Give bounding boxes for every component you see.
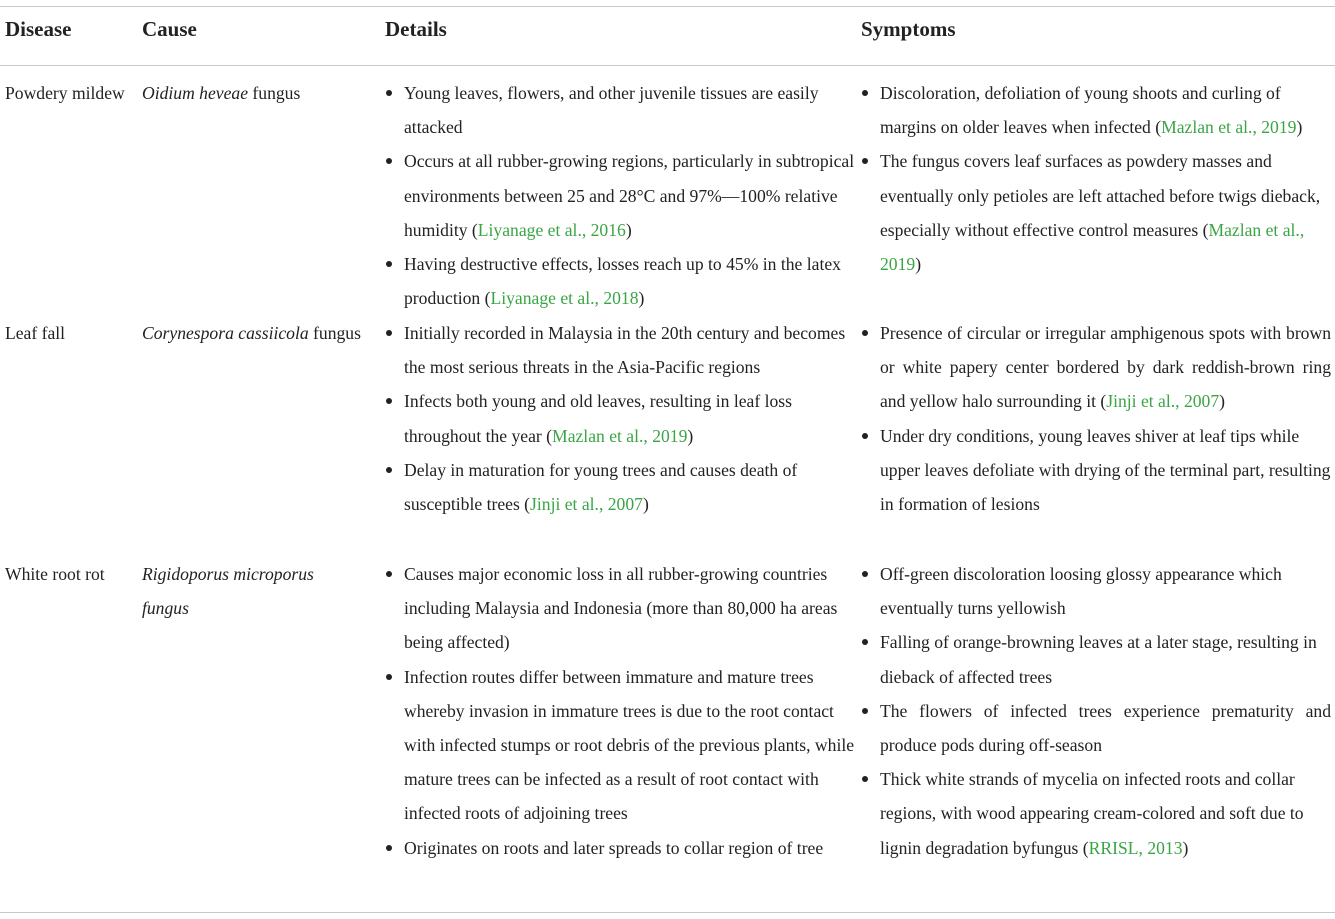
bullet-icon xyxy=(386,398,392,404)
symptoms-item: Under dry conditions, young leaves shiver at leaf tips while upper leaves defoliate with drying of the terminal part, resulting in formation of lesions xyxy=(861,419,1331,522)
disease-cause xyxy=(142,76,382,110)
symptoms-item: Falling of orange-browning leaves at a later stage, resulting in dieback of affected trees xyxy=(861,625,1331,693)
citation-link[interactable]: Jinji et al., 2007 xyxy=(530,494,643,515)
bullet-icon xyxy=(386,467,392,473)
symptoms-item: Discoloration, defoliation of young shoots and curling of margins on older leaves when infected (Mazlan et al., 2019) xyxy=(861,76,1331,144)
cause-organism: Rigidoporus microporus fungus xyxy=(142,564,314,619)
bullet-icon xyxy=(862,330,868,336)
symptoms-list xyxy=(861,557,1331,865)
disease-cause xyxy=(142,316,382,350)
disease-name: White root rot xyxy=(5,564,105,584)
symptoms-list xyxy=(861,76,1331,281)
cause-suffix: fungus xyxy=(308,323,361,343)
details-list xyxy=(385,316,855,521)
details-list xyxy=(385,76,855,315)
symptoms-item: Thick white strands of mycelia on infected roots and collar regions, with wood appearing cream-colored and soft due to lignin degradation byfungus (RRISL, 2013) xyxy=(861,762,1331,865)
details-item: Originates on roots and later spreads to collar region of tree xyxy=(385,831,855,865)
symptoms-item: The flowers of infected trees experience prematurity and produce pods during off-season xyxy=(861,694,1331,762)
details-item: Delay in maturation for young trees and causes death of susceptible trees (Jinji et al., 2007) xyxy=(385,453,855,521)
citation-link[interactable]: Jinji et al., 2007 xyxy=(1106,391,1220,412)
details-item: Infects both young and old leaves, resulting in leaf loss throughout the year (Mazlan et al., 2019) xyxy=(385,384,855,452)
bullet-icon xyxy=(386,90,392,96)
bullet-icon xyxy=(862,90,868,96)
disease-name: Leaf fall xyxy=(5,323,66,343)
bullet-icon xyxy=(386,674,392,680)
details-item: Occurs at all rubber-growing regions, particularly in subtropical environments between 25 and 28°C and 97%—100% relative humidity (Liyanage et al., 2016) xyxy=(385,144,855,247)
bullet-icon xyxy=(862,433,868,439)
disease-cause xyxy=(142,557,342,625)
bullet-icon xyxy=(862,708,868,714)
header-details: Details xyxy=(385,17,447,41)
details-item: Infection routes differ between immature and mature trees whereby invasion in immature trees is due to the root contact with infected stumps or root debris of the previous plants, while mature trees can be infected as a result of root contact with infected roots of adjoining trees xyxy=(385,660,855,831)
bullet-icon xyxy=(386,158,392,164)
symptoms-item: Presence of circular or irregular amphigenous spots with brown or white papery center bordered by dark reddish-brown ring and yellow halo surrounding it (Jinji et al., 2007) xyxy=(861,316,1331,419)
citation-link[interactable]: Mazlan et al., 2019 xyxy=(552,425,688,446)
citation-link[interactable]: RRISL, 2013 xyxy=(1088,837,1183,858)
details-list xyxy=(385,557,855,865)
disease-name: Powdery mildew xyxy=(5,83,125,103)
bullet-icon xyxy=(386,330,392,336)
details-item: Causes major economic loss in all rubber-growing countries including Malaysia and Indonesia (more than 80,000 ha areas being affected) xyxy=(385,557,855,660)
bullet-icon xyxy=(862,776,868,782)
bullet-icon xyxy=(862,639,868,645)
symptoms-item: Off-green discoloration loosing glossy appearance which eventually turns yellowish xyxy=(861,557,1331,625)
cause-suffix: fungus xyxy=(248,83,301,103)
table-top-rule xyxy=(0,6,1335,7)
bullet-icon xyxy=(862,571,868,577)
bullet-icon xyxy=(386,261,392,267)
header-rule xyxy=(0,65,1335,66)
header-symptoms: Symptoms xyxy=(861,17,956,41)
citation-link[interactable]: Mazlan et al., 2019 xyxy=(880,219,1305,275)
table-bottom-rule xyxy=(0,912,1335,913)
header-cause: Cause xyxy=(142,17,197,41)
bullet-icon xyxy=(386,845,392,851)
details-item: Young leaves, flowers, and other juvenile tissues are easily attacked xyxy=(385,76,855,144)
citation-link[interactable]: Liyanage et al., 2016 xyxy=(477,219,626,240)
details-item: Initially recorded in Malaysia in the 20th century and becomes the most serious threats in the Asia-Pacific regions xyxy=(385,316,855,384)
citation-link[interactable]: Liyanage et al., 2018 xyxy=(490,288,639,309)
bullet-icon xyxy=(862,158,868,164)
details-item: Having destructive effects, losses reach up to 45% in the latex production (Liyanage et al., 2018) xyxy=(385,247,855,315)
header-disease: Disease xyxy=(5,17,72,41)
bullet-icon xyxy=(386,571,392,577)
citation-link[interactable]: Mazlan et al., 2019 xyxy=(1161,117,1297,138)
symptoms-list xyxy=(861,316,1331,521)
symptoms-item: The fungus covers leaf surfaces as powdery masses and eventually only petioles are left attached before twigs dieback, especially without effective control measures (Mazlan et al., 2019) xyxy=(861,144,1331,281)
cause-organism: Corynespora cassiicola xyxy=(142,323,309,343)
cause-organism: Oidium heveae xyxy=(142,83,249,103)
